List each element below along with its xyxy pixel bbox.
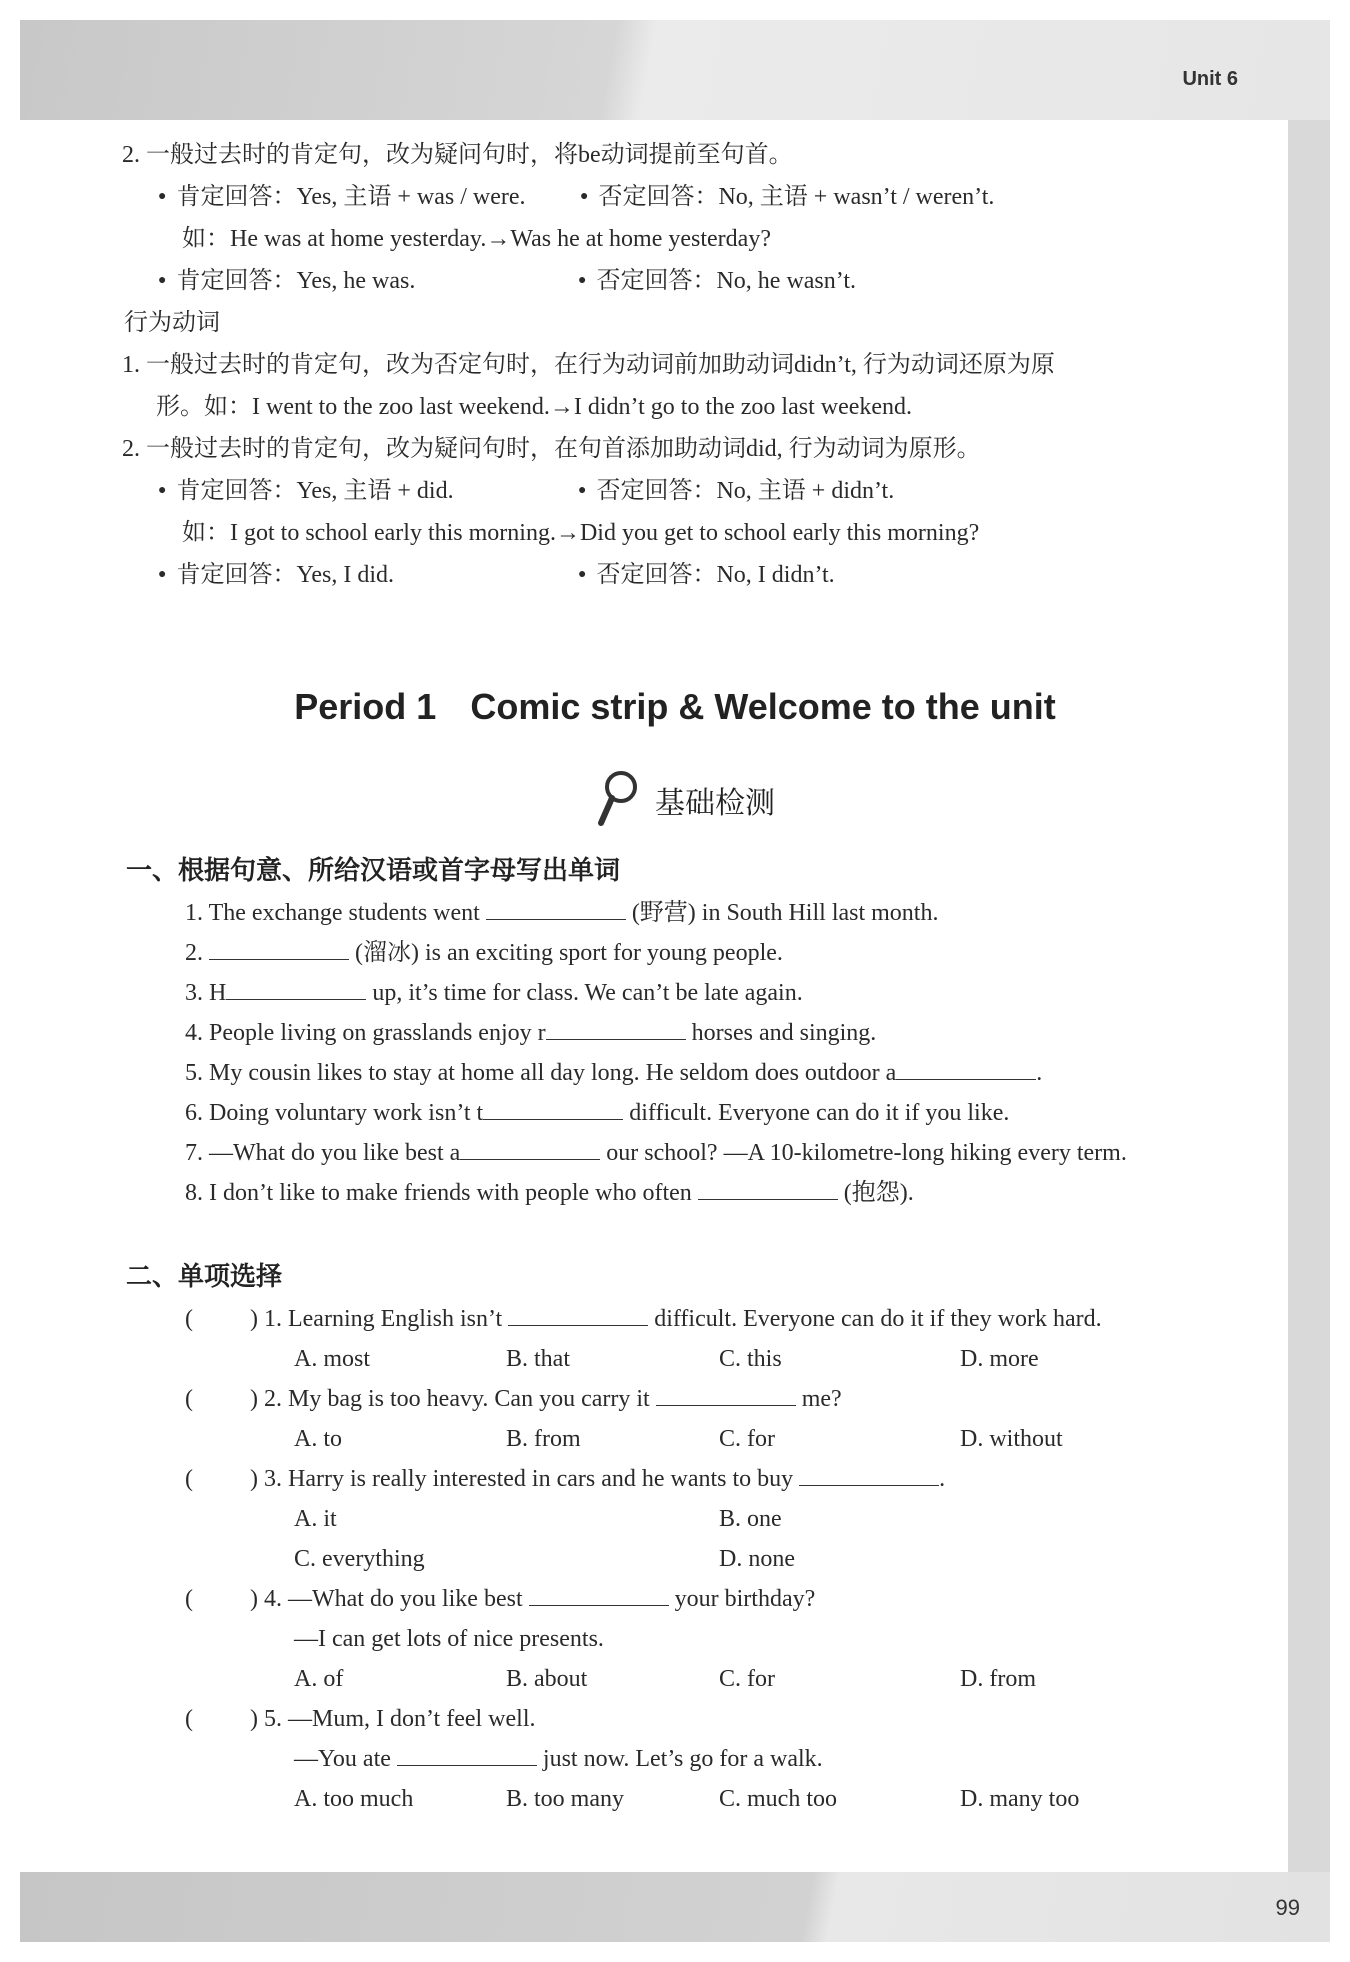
choice-question-4: ) 4. —What do you like best your birthday? (250, 1586, 816, 1612)
section1-heading: 一、根据句意、所给汉语或首字母写出单词 (126, 856, 621, 886)
fill-item-6: 6. Doing voluntary work isn’t t difficult. Everyone can do it if you like. (185, 1100, 1010, 1126)
option-b[interactable]: B. one (719, 1506, 782, 1532)
answer-blank[interactable] (226, 979, 366, 1000)
choice-paren[interactable]: ( (185, 1706, 193, 1732)
period-name: Comic strip & Welcome to the unit (470, 686, 1056, 727)
fill-item-2: 2. (溜冰) is an exciting sport for young people. (185, 940, 783, 966)
choice-question-3: ) 3. Harry is really interested in cars and he wants to buy . (250, 1466, 946, 1492)
option-c[interactable]: C. for (719, 1666, 775, 1692)
be-yes-example: ● 肯定回答：Yes, he was. (158, 266, 415, 300)
option-b[interactable]: B. that (506, 1346, 570, 1372)
option-b[interactable]: B. from (506, 1426, 581, 1452)
header-band (20, 20, 1330, 120)
option-c[interactable]: C. much too (719, 1786, 837, 1812)
be-example: 如：He was at home yesterday.→Was he at home yesterday? (182, 226, 771, 252)
negative-rule-line2: 形。如：I went to the zoo last weekend.→I didn’t go to the zoo last weekend. (156, 394, 913, 420)
option-d[interactable]: D. none (719, 1546, 795, 1572)
fill-item-5: 5. My cousin likes to stay at home all day long. He seldom does outdoor a . (185, 1060, 1043, 1086)
choice-question-4-reply: —I can get lots of nice presents. (294, 1626, 604, 1652)
choice-question-2: ) 2. My bag is too heavy. Can you carry it me? (250, 1386, 842, 1412)
option-c[interactable]: C. this (719, 1346, 782, 1372)
option-d[interactable]: D. many too (960, 1786, 1080, 1812)
did-example: 如：I got to school early this morning.→Did you get to school early this morning? (182, 520, 980, 546)
question-rule: 2. 一般过去时的肯定句，改为疑问句时，在句首添加助动词did, 行为动词为原形。 (122, 436, 981, 462)
page-number: 99 (1275, 1895, 1300, 1920)
choice-paren[interactable]: ( (185, 1386, 193, 1412)
did-yes-example: ● 肯定回答：Yes, I did. (158, 560, 394, 594)
option-a[interactable]: A. most (294, 1346, 371, 1372)
option-c[interactable]: C. for (719, 1426, 775, 1452)
negative-rule-line1: 1. 一般过去时的肯定句，改为否定句时，在行为动词前加助动词didn’t, 行为动词还原为原 (122, 352, 1055, 378)
be-yes-pattern: ● 肯定回答：Yes, 主语 + was / were. (158, 182, 526, 216)
option-c[interactable]: C. everything (294, 1546, 425, 1572)
answer-blank[interactable] (209, 939, 349, 960)
basic-check-title (595, 770, 775, 830)
fill-item-7: 7. —What do you like best a our school? —A 10-kilometre-long hiking every term. (185, 1140, 1127, 1166)
action-verb-heading: 行为动词 (124, 310, 220, 336)
option-d[interactable]: D. without (960, 1426, 1063, 1452)
did-no-pattern: ● 否定回答：No, 主语 + didn’t. (578, 476, 894, 510)
option-b[interactable]: B. about (506, 1666, 588, 1692)
section2-heading: 二、单项选择 (126, 1262, 283, 1292)
option-a[interactable]: A. to (294, 1426, 342, 1452)
option-d[interactable]: D. from (960, 1666, 1036, 1692)
option-b[interactable]: B. too many (506, 1786, 624, 1812)
answer-blank (529, 1585, 669, 1606)
unit-label: Unit 6 (1182, 68, 1238, 90)
choice-paren[interactable]: ( (185, 1306, 193, 1332)
fill-item-3: 3. H up, it’s time for class. We can’t be late again. (185, 980, 803, 1006)
be-question-rule: 2. 一般过去时的肯定句，改为疑问句时，将be动词提前至句首。 (122, 142, 793, 168)
answer-blank[interactable] (546, 1019, 686, 1040)
choice-question-1: ) 1. Learning English isn’t difficult. Everyone can do it if they work hard. (250, 1306, 1102, 1332)
did-no-example: ● 否定回答：No, I didn’t. (578, 560, 835, 594)
answer-blank[interactable] (698, 1179, 838, 1200)
answer-blank[interactable] (483, 1099, 623, 1120)
option-a[interactable]: A. too much (294, 1786, 414, 1812)
answer-blank[interactable] (896, 1059, 1036, 1080)
answer-blank (508, 1305, 648, 1326)
fill-item-1: 1. The exchange students went (野营) in South Hill last month. (185, 900, 939, 926)
footer-band (20, 1872, 1330, 1942)
be-no-pattern: ● 否定回答：No, 主语 + wasn’t / weren’t. (580, 182, 994, 216)
answer-blank (397, 1745, 537, 1766)
period-title (0, 686, 1350, 728)
choice-paren[interactable]: ( (185, 1586, 193, 1612)
be-no-example: ● 否定回答：No, he wasn’t. (578, 266, 856, 300)
option-a[interactable]: A. it (294, 1506, 337, 1532)
option-a[interactable]: A. of (294, 1666, 344, 1692)
period-number: Period 1 (294, 686, 437, 727)
choice-paren[interactable]: ( (185, 1466, 193, 1492)
magnifier-icon (595, 769, 641, 832)
option-d[interactable]: D. more (960, 1346, 1039, 1372)
did-yes-pattern: ● 肯定回答：Yes, 主语 + did. (158, 476, 454, 510)
basic-check-label: 基础检测 (655, 786, 775, 821)
choice-question-5-reply: —You ate just now. Let’s go for a walk. (294, 1746, 823, 1772)
answer-blank[interactable] (486, 899, 626, 920)
choice-question-5: ) 5. —Mum, I don’t feel well. (250, 1706, 536, 1732)
fill-item-8: 8. I don’t like to make friends with people who often (抱怨). (185, 1180, 914, 1206)
answer-blank[interactable] (460, 1139, 600, 1160)
answer-blank (799, 1465, 939, 1486)
fill-item-4: 4. People living on grasslands enjoy r horses and singing. (185, 1020, 877, 1046)
answer-blank (656, 1385, 796, 1406)
